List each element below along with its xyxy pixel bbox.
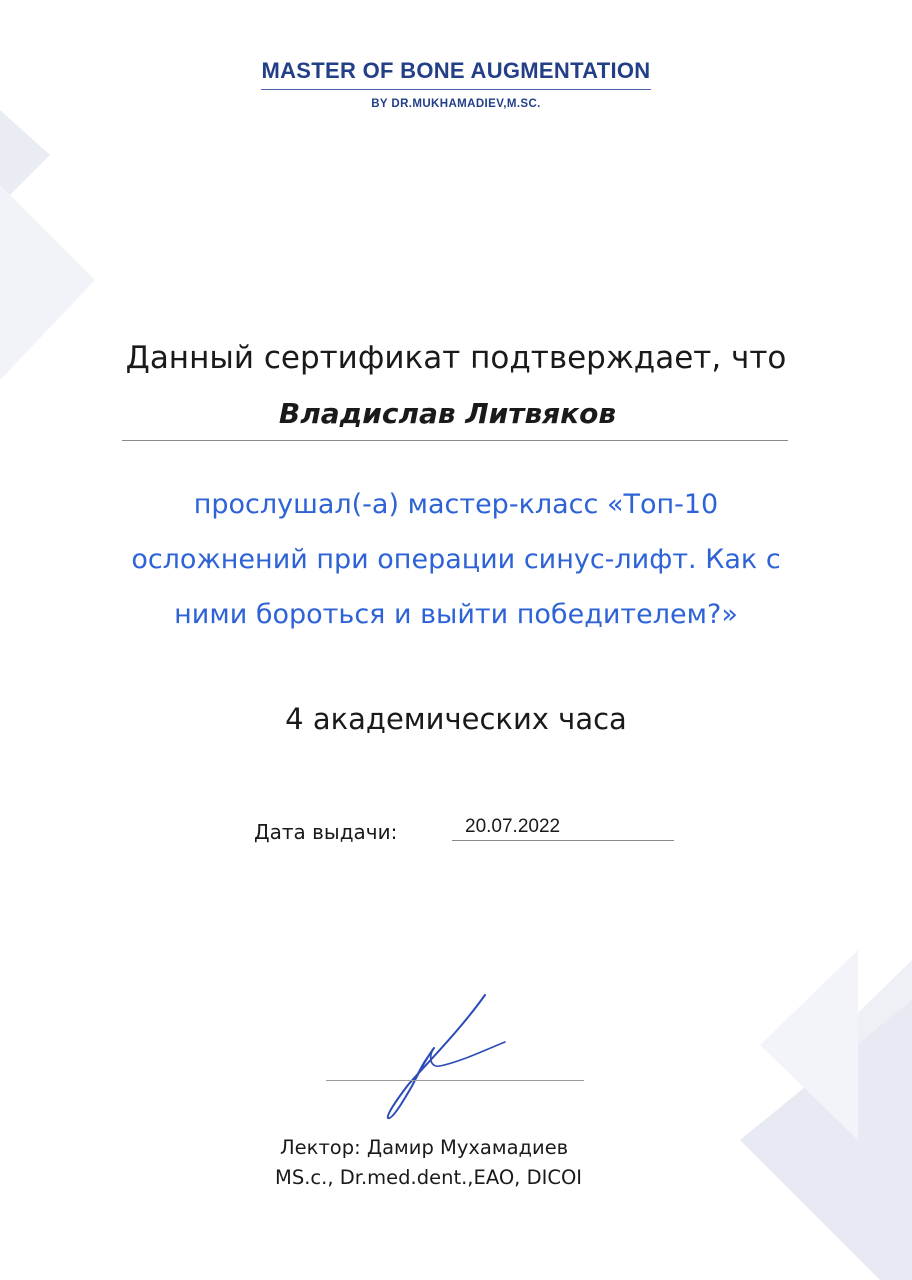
right-diamond-light (760, 950, 858, 1140)
academic-hours: 4 академических часа (285, 702, 627, 736)
course-line: осложнений при операции синус-лифт. Как с (131, 544, 781, 575)
lecturer-name: Лектор: Дамир Мухамадиев (280, 1136, 569, 1159)
confirmation-text: Данный сертификат подтверждает, что (125, 340, 787, 376)
brand-subtitle: BY DR.MUKHAMADIEV,M.SC. (371, 98, 541, 110)
left-diamond-top (0, 110, 50, 205)
lecturer-signature (300, 990, 620, 1120)
issue-date-label: Дата выдачи: (254, 820, 398, 844)
brand-header (0, 58, 912, 110)
right-diamond-top (820, 960, 912, 1150)
issue-date-underline (452, 840, 674, 841)
signature-line (326, 1080, 584, 1081)
recipient-name: Владислав Литвяков (278, 397, 617, 430)
recipient-underline (122, 440, 788, 441)
course-line: прослушал(-а) мастер-класс «Топ-10 (193, 489, 719, 520)
course-description (40, 477, 872, 642)
course-line: ними бороться и выйти победителем?» (174, 599, 738, 630)
issue-date-value: 20.07.2022 (465, 816, 561, 837)
right-diamond-mid (740, 1000, 912, 1280)
lecturer-credentials: MS.c., Dr.med.dent.,EAO, DICOI (275, 1166, 583, 1189)
brand-title: MASTER OF BONE AUGMENTATION (261, 58, 650, 90)
